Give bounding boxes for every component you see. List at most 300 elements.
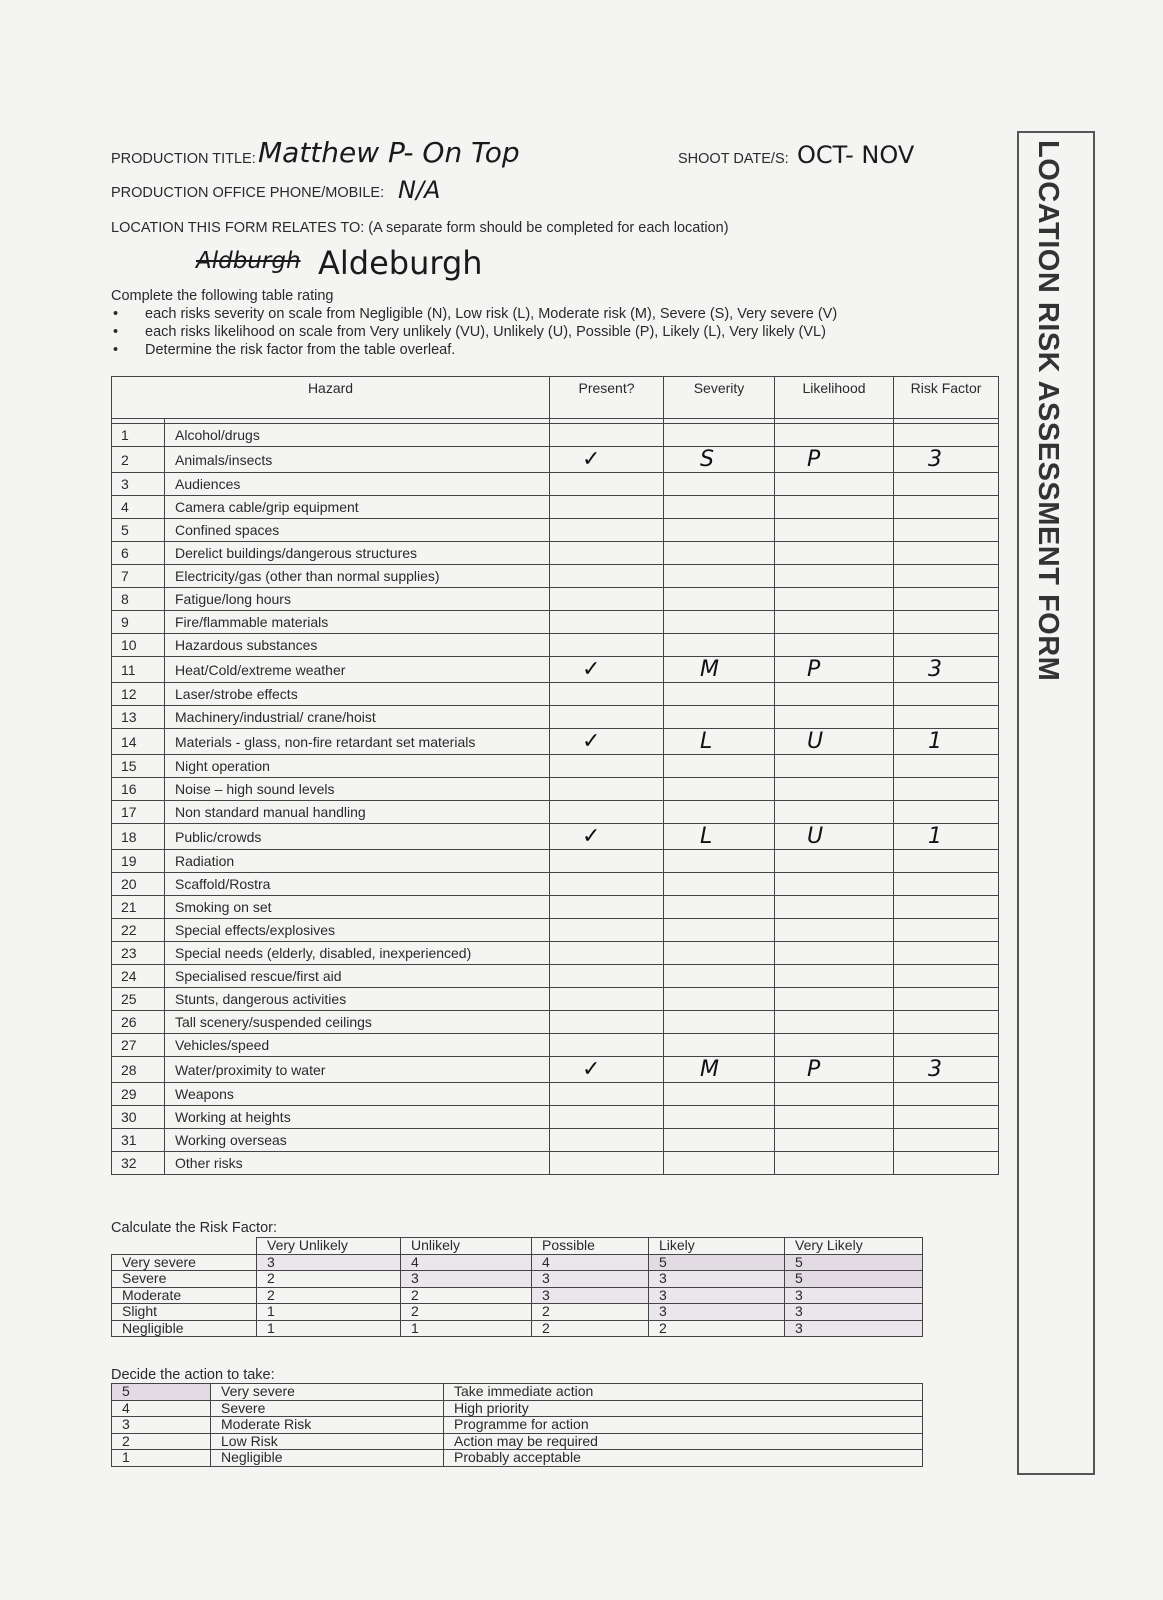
- action-text: Action may be required: [444, 1433, 923, 1450]
- severity-cell[interactable]: [664, 942, 775, 965]
- present-cell[interactable]: [550, 1106, 664, 1129]
- risk-factor-cell[interactable]: [894, 634, 999, 657]
- hazard-name: Audiences: [165, 473, 550, 496]
- severity-cell[interactable]: [664, 706, 775, 729]
- severity-cell[interactable]: M: [664, 1057, 775, 1083]
- hazard-number: 21: [112, 896, 165, 919]
- hazard-number: 24: [112, 965, 165, 988]
- severity-cell[interactable]: [664, 1106, 775, 1129]
- risk-matrix-table: [111, 1237, 923, 1337]
- hazard-number: 4: [112, 496, 165, 519]
- hazard-name: Other risks: [165, 1152, 550, 1175]
- action-factor: 4: [112, 1400, 211, 1417]
- present-cell[interactable]: [550, 873, 664, 896]
- matrix-cell: 3: [401, 1271, 532, 1288]
- risk-factor-cell[interactable]: [894, 801, 999, 824]
- hazard-name: Vehicles/speed: [165, 1034, 550, 1057]
- severity-cell[interactable]: [664, 634, 775, 657]
- severity-cell[interactable]: [664, 1083, 775, 1106]
- hazard-name: Noise – high sound levels: [165, 778, 550, 801]
- matrix-cell: 2: [401, 1287, 532, 1304]
- production-title-label: PRODUCTION TITLE:: [111, 151, 256, 167]
- matrix-row: [112, 1287, 923, 1304]
- present-cell[interactable]: [550, 896, 664, 919]
- matrix-cell: 2: [649, 1320, 785, 1337]
- matrix-cell: 5: [649, 1254, 785, 1271]
- hazard-number: 25: [112, 988, 165, 1011]
- hazard-name: Electricity/gas (other than normal supplies): [165, 565, 550, 588]
- hazard-name: Special effects/explosives: [165, 919, 550, 942]
- action-level: Negligible: [211, 1450, 444, 1467]
- present-cell[interactable]: [550, 801, 664, 824]
- likelihood-cell[interactable]: U: [775, 824, 894, 850]
- present-cell[interactable]: [550, 496, 664, 519]
- hazard-name: Working at heights: [165, 1106, 550, 1129]
- risk-factor-cell[interactable]: [894, 1106, 999, 1129]
- present-cell[interactable]: [550, 1034, 664, 1057]
- risk-factor-cell[interactable]: [894, 519, 999, 542]
- hazard-number: 30: [112, 1106, 165, 1129]
- hazard-name: Radiation: [165, 850, 550, 873]
- present-cell[interactable]: [550, 965, 664, 988]
- action-row: [112, 1417, 923, 1434]
- hazard-name: Fire/flammable materials: [165, 611, 550, 634]
- hazard-number: 3: [112, 473, 165, 496]
- table-row: [112, 824, 999, 850]
- action-row: [112, 1400, 923, 1417]
- matrix-column-header: Unlikely: [401, 1238, 532, 1255]
- action-row: [112, 1433, 923, 1450]
- present-cell[interactable]: [550, 1011, 664, 1034]
- hazard-table: [111, 376, 999, 1175]
- hazard-name: Non standard manual handling: [165, 801, 550, 824]
- present-cell[interactable]: [550, 850, 664, 873]
- instruction-item: • each risks likelihood on scale from Very unlikely (VU), Unlikely (U), Possible (P), Likely (L), Very likely (VL): [111, 323, 837, 341]
- severity-cell[interactable]: [664, 473, 775, 496]
- action-text: Programme for action: [444, 1417, 923, 1434]
- hazard-name: Fatigue/long hours: [165, 588, 550, 611]
- likelihood-cell[interactable]: U: [775, 729, 894, 755]
- hazard-number: 29: [112, 1083, 165, 1106]
- severity-cell[interactable]: [664, 542, 775, 565]
- present-cell[interactable]: [550, 1083, 664, 1106]
- risk-factor-cell[interactable]: 1: [894, 824, 999, 850]
- present-cell[interactable]: [550, 919, 664, 942]
- present-cell[interactable]: ✓: [550, 729, 664, 755]
- hazard-name: Hazardous substances: [165, 634, 550, 657]
- matrix-corner: [112, 1238, 257, 1255]
- risk-factor-cell[interactable]: 3: [894, 447, 999, 473]
- matrix-row: [112, 1304, 923, 1321]
- table-row: [112, 447, 999, 473]
- matrix-cell: 2: [532, 1304, 649, 1321]
- instruction-item: • Determine the risk factor from the table overleaf.: [111, 341, 837, 359]
- hazard-number: 28: [112, 1057, 165, 1083]
- present-cell[interactable]: [550, 611, 664, 634]
- severity-cell[interactable]: [664, 588, 775, 611]
- matrix-cell: 2: [532, 1320, 649, 1337]
- hazard-number: 13: [112, 706, 165, 729]
- risk-factor-cell[interactable]: [894, 896, 999, 919]
- risk-factor-cell[interactable]: [894, 873, 999, 896]
- present-cell[interactable]: [550, 424, 664, 447]
- hazard-name: Stunts, dangerous activities: [165, 988, 550, 1011]
- table-row: [112, 755, 999, 778]
- form-side-title: LOCATION RISK ASSESSMENT FORM: [1032, 140, 1064, 682]
- hazard-number: 32: [112, 1152, 165, 1175]
- present-cell[interactable]: ✓: [550, 824, 664, 850]
- action-factor: 5: [112, 1384, 211, 1401]
- action-table-title: Decide the action to take:: [111, 1367, 275, 1383]
- likelihood-cell[interactable]: [775, 942, 894, 965]
- severity-cell[interactable]: L: [664, 729, 775, 755]
- hazard-number: 18: [112, 824, 165, 850]
- table-row: [112, 919, 999, 942]
- severity-cell[interactable]: [664, 683, 775, 706]
- likelihood-cell[interactable]: [775, 496, 894, 519]
- matrix-cell: 3: [649, 1287, 785, 1304]
- severity-cell[interactable]: [664, 965, 775, 988]
- header-likelihood: Likelihood: [775, 377, 894, 419]
- severity-cell[interactable]: [664, 801, 775, 824]
- likelihood-cell[interactable]: [775, 801, 894, 824]
- risk-factor-cell[interactable]: [894, 942, 999, 965]
- likelihood-cell[interactable]: [775, 965, 894, 988]
- table-row: [112, 942, 999, 965]
- present-cell[interactable]: [550, 942, 664, 965]
- matrix-cell: 3: [257, 1254, 401, 1271]
- severity-cell[interactable]: L: [664, 824, 775, 850]
- hazard-number: 11: [112, 657, 165, 683]
- table-row: [112, 873, 999, 896]
- hazard-name: Public/crowds: [165, 824, 550, 850]
- risk-matrix-title: Calculate the Risk Factor:: [111, 1220, 278, 1236]
- severity-cell[interactable]: [664, 778, 775, 801]
- risk-factor-cell[interactable]: 3: [894, 657, 999, 683]
- hazard-name: Derelict buildings/dangerous structures: [165, 542, 550, 565]
- office-phone-value[interactable]: N/A: [398, 176, 441, 204]
- likelihood-cell[interactable]: [775, 588, 894, 611]
- hazard-name: Confined spaces: [165, 519, 550, 542]
- table-row: [112, 634, 999, 657]
- office-phone-label: PRODUCTION OFFICE PHONE/MOBILE:: [111, 185, 385, 201]
- table-row: [112, 801, 999, 824]
- instructions-list: [111, 305, 837, 359]
- table-row: [112, 542, 999, 565]
- action-level: Moderate Risk: [211, 1417, 444, 1434]
- hazard-number: 26: [112, 1011, 165, 1034]
- hazard-number: 22: [112, 919, 165, 942]
- risk-factor-cell[interactable]: [894, 965, 999, 988]
- header-hazard: Hazard: [112, 377, 550, 419]
- shoot-dates-label: SHOOT DATE/S:: [678, 151, 789, 167]
- present-cell[interactable]: [550, 634, 664, 657]
- risk-factor-cell[interactable]: 1: [894, 729, 999, 755]
- matrix-column-header: Very Likely: [785, 1238, 923, 1255]
- risk-factor-cell[interactable]: [894, 1152, 999, 1175]
- severity-cell[interactable]: [664, 1152, 775, 1175]
- risk-factor-cell[interactable]: [894, 1129, 999, 1152]
- risk-factor-cell[interactable]: [894, 1034, 999, 1057]
- risk-factor-cell[interactable]: [894, 496, 999, 519]
- action-text: Take immediate action: [444, 1384, 923, 1401]
- risk-factor-cell[interactable]: [894, 565, 999, 588]
- hazard-number: 15: [112, 755, 165, 778]
- header-severity: Severity: [664, 377, 775, 419]
- matrix-cell: 2: [257, 1287, 401, 1304]
- present-cell[interactable]: [550, 519, 664, 542]
- hazard-rows: [112, 419, 999, 1175]
- matrix-cell: 4: [401, 1254, 532, 1271]
- likelihood-cell[interactable]: [775, 896, 894, 919]
- likelihood-cell[interactable]: [775, 1129, 894, 1152]
- hazard-name: Alcohol/drugs: [165, 424, 550, 447]
- severity-cell[interactable]: [664, 424, 775, 447]
- matrix-column-header: Likely: [649, 1238, 785, 1255]
- matrix-cell: 4: [532, 1254, 649, 1271]
- location-value[interactable]: Aldeburgh: [318, 244, 483, 282]
- risk-factor-cell[interactable]: [894, 706, 999, 729]
- action-text: Probably acceptable: [444, 1450, 923, 1467]
- table-row: [112, 1106, 999, 1129]
- likelihood-cell[interactable]: [775, 634, 894, 657]
- severity-cell[interactable]: S: [664, 447, 775, 473]
- hazard-name: Heat/Cold/extreme weather: [165, 657, 550, 683]
- matrix-cell: 5: [785, 1271, 923, 1288]
- present-cell[interactable]: [550, 542, 664, 565]
- present-cell[interactable]: ✓: [550, 1057, 664, 1083]
- table-row: [112, 1083, 999, 1106]
- hazard-number: 27: [112, 1034, 165, 1057]
- table-row: [112, 896, 999, 919]
- hazard-number: 2: [112, 447, 165, 473]
- risk-factor-cell[interactable]: [894, 424, 999, 447]
- table-row: [112, 1034, 999, 1057]
- hazard-number: 19: [112, 850, 165, 873]
- present-cell[interactable]: [550, 706, 664, 729]
- hazard-number: 31: [112, 1129, 165, 1152]
- present-cell[interactable]: [550, 1129, 664, 1152]
- severity-cell[interactable]: [664, 1034, 775, 1057]
- matrix-row: [112, 1271, 923, 1288]
- hazard-number: 20: [112, 873, 165, 896]
- likelihood-cell[interactable]: P: [775, 447, 894, 473]
- matrix-row: [112, 1320, 923, 1337]
- table-row: [112, 424, 999, 447]
- likelihood-cell[interactable]: [775, 778, 894, 801]
- severity-cell[interactable]: [664, 873, 775, 896]
- likelihood-cell[interactable]: [775, 565, 894, 588]
- risk-factor-cell[interactable]: [894, 988, 999, 1011]
- header-risk-factor: Risk Factor: [894, 377, 999, 419]
- severity-cell[interactable]: [664, 1011, 775, 1034]
- likelihood-cell[interactable]: [775, 519, 894, 542]
- likelihood-cell[interactable]: [775, 1152, 894, 1175]
- hazard-name: Laser/strobe effects: [165, 683, 550, 706]
- likelihood-cell[interactable]: [775, 755, 894, 778]
- action-row: [112, 1450, 923, 1467]
- action-text: High priority: [444, 1400, 923, 1417]
- hazard-name: Night operation: [165, 755, 550, 778]
- likelihood-cell[interactable]: [775, 919, 894, 942]
- risk-factor-cell[interactable]: [894, 778, 999, 801]
- hazard-number: 16: [112, 778, 165, 801]
- hazard-name: Scaffold/Rostra: [165, 873, 550, 896]
- matrix-cell: 2: [257, 1271, 401, 1288]
- action-factor: 1: [112, 1450, 211, 1467]
- hazard-number: 7: [112, 565, 165, 588]
- severity-cell[interactable]: [664, 611, 775, 634]
- hazard-name: Special needs (elderly, disabled, inexperienced): [165, 942, 550, 965]
- table-row: [112, 1152, 999, 1175]
- present-cell[interactable]: ✓: [550, 447, 664, 473]
- present-cell[interactable]: [550, 755, 664, 778]
- present-cell[interactable]: [550, 683, 664, 706]
- matrix-row-label: Severe: [112, 1271, 257, 1288]
- table-row: [112, 988, 999, 1011]
- production-title-value[interactable]: Matthew P- On Top: [258, 136, 520, 169]
- likelihood-cell[interactable]: [775, 873, 894, 896]
- instruction-item: • each risks severity on scale from Negligible (N), Low risk (L), Moderate risk (M), Severe (S), Very severe (V): [111, 305, 837, 323]
- matrix-cell: 3: [785, 1287, 923, 1304]
- table-row: [112, 565, 999, 588]
- likelihood-cell[interactable]: [775, 424, 894, 447]
- matrix-cell: 3: [785, 1304, 923, 1321]
- table-row: [112, 519, 999, 542]
- likelihood-cell[interactable]: [775, 706, 894, 729]
- risk-factor-cell[interactable]: [894, 611, 999, 634]
- risk-factor-cell[interactable]: [894, 1011, 999, 1034]
- present-cell[interactable]: [550, 778, 664, 801]
- hazard-number: 17: [112, 801, 165, 824]
- hazard-name: Smoking on set: [165, 896, 550, 919]
- matrix-header-row: [112, 1238, 923, 1255]
- severity-cell[interactable]: [664, 755, 775, 778]
- risk-factor-cell[interactable]: [894, 683, 999, 706]
- risk-factor-cell[interactable]: 3: [894, 1057, 999, 1083]
- matrix-column-header: Possible: [532, 1238, 649, 1255]
- table-row: [112, 496, 999, 519]
- risk-factor-cell[interactable]: [894, 1083, 999, 1106]
- hazard-number: 1: [112, 424, 165, 447]
- risk-factor-cell[interactable]: [894, 473, 999, 496]
- present-cell[interactable]: [550, 988, 664, 1011]
- hazard-number: 10: [112, 634, 165, 657]
- severity-cell[interactable]: [664, 1129, 775, 1152]
- table-row: [112, 657, 999, 683]
- matrix-cell: 3: [532, 1271, 649, 1288]
- location-struck-value: Aldburgh: [196, 248, 301, 274]
- matrix-cell: 3: [785, 1320, 923, 1337]
- hazard-number: 5: [112, 519, 165, 542]
- action-table: [111, 1383, 923, 1467]
- likelihood-cell[interactable]: [775, 542, 894, 565]
- matrix-cell: 3: [532, 1287, 649, 1304]
- table-row: [112, 1057, 999, 1083]
- present-cell[interactable]: [550, 565, 664, 588]
- hazard-name: Animals/insects: [165, 447, 550, 473]
- hazard-number: 12: [112, 683, 165, 706]
- severity-cell[interactable]: M: [664, 657, 775, 683]
- hazard-name: Camera cable/grip equipment: [165, 496, 550, 519]
- hazard-number: 6: [112, 542, 165, 565]
- risk-factor-cell[interactable]: [894, 850, 999, 873]
- header-present: Present?: [550, 377, 664, 419]
- present-cell[interactable]: ✓: [550, 657, 664, 683]
- severity-cell[interactable]: [664, 919, 775, 942]
- likelihood-cell[interactable]: [775, 1034, 894, 1057]
- hazard-name: Working overseas: [165, 1129, 550, 1152]
- likelihood-cell[interactable]: [775, 1106, 894, 1129]
- matrix-row-label: Very severe: [112, 1254, 257, 1271]
- shoot-dates-value[interactable]: OCT- NOV: [797, 141, 915, 169]
- hazard-number: 14: [112, 729, 165, 755]
- table-row: [112, 1129, 999, 1152]
- matrix-row-label: Slight: [112, 1304, 257, 1321]
- table-row: [112, 965, 999, 988]
- present-cell[interactable]: [550, 588, 664, 611]
- hazard-name: Tall scenery/suspended ceilings: [165, 1011, 550, 1034]
- matrix-cell: 3: [649, 1304, 785, 1321]
- matrix-row-label: Negligible: [112, 1320, 257, 1337]
- hazard-name: Weapons: [165, 1083, 550, 1106]
- severity-cell[interactable]: [664, 988, 775, 1011]
- location-label: LOCATION THIS FORM RELATES TO: (A separate form should be completed for each location): [111, 220, 729, 236]
- risk-factor-cell[interactable]: [894, 755, 999, 778]
- likelihood-cell[interactable]: P: [775, 1057, 894, 1083]
- likelihood-cell[interactable]: [775, 1011, 894, 1034]
- likelihood-cell[interactable]: [775, 988, 894, 1011]
- hazard-name: Specialised rescue/first aid: [165, 965, 550, 988]
- matrix-cell: 2: [401, 1304, 532, 1321]
- matrix-cell: 3: [649, 1271, 785, 1288]
- action-factor: 2: [112, 1433, 211, 1450]
- likelihood-cell[interactable]: [775, 683, 894, 706]
- hazard-number: 9: [112, 611, 165, 634]
- severity-cell[interactable]: [664, 850, 775, 873]
- severity-cell[interactable]: [664, 896, 775, 919]
- likelihood-cell[interactable]: [775, 473, 894, 496]
- hazard-name: Machinery/industrial/ crane/hoist: [165, 706, 550, 729]
- matrix-cell: 1: [257, 1320, 401, 1337]
- table-row: [112, 729, 999, 755]
- likelihood-cell[interactable]: [775, 611, 894, 634]
- present-cell[interactable]: [550, 473, 664, 496]
- matrix-row: [112, 1254, 923, 1271]
- table-row: [112, 850, 999, 873]
- risk-factor-cell[interactable]: [894, 919, 999, 942]
- action-level: Low Risk: [211, 1433, 444, 1450]
- likelihood-cell[interactable]: [775, 850, 894, 873]
- table-row: [112, 588, 999, 611]
- severity-cell[interactable]: [664, 519, 775, 542]
- risk-factor-cell[interactable]: [894, 588, 999, 611]
- likelihood-cell[interactable]: [775, 1083, 894, 1106]
- likelihood-cell[interactable]: P: [775, 657, 894, 683]
- severity-cell[interactable]: [664, 496, 775, 519]
- severity-cell[interactable]: [664, 565, 775, 588]
- table-row: [112, 706, 999, 729]
- action-row: [112, 1384, 923, 1401]
- matrix-cell: 5: [785, 1254, 923, 1271]
- present-cell[interactable]: [550, 1152, 664, 1175]
- action-level: Very severe: [211, 1384, 444, 1401]
- risk-factor-cell[interactable]: [894, 542, 999, 565]
- instructions-intro: Complete the following table rating: [111, 288, 334, 304]
- table-row: [112, 611, 999, 634]
- table-row: [112, 778, 999, 801]
- table-row: [112, 473, 999, 496]
